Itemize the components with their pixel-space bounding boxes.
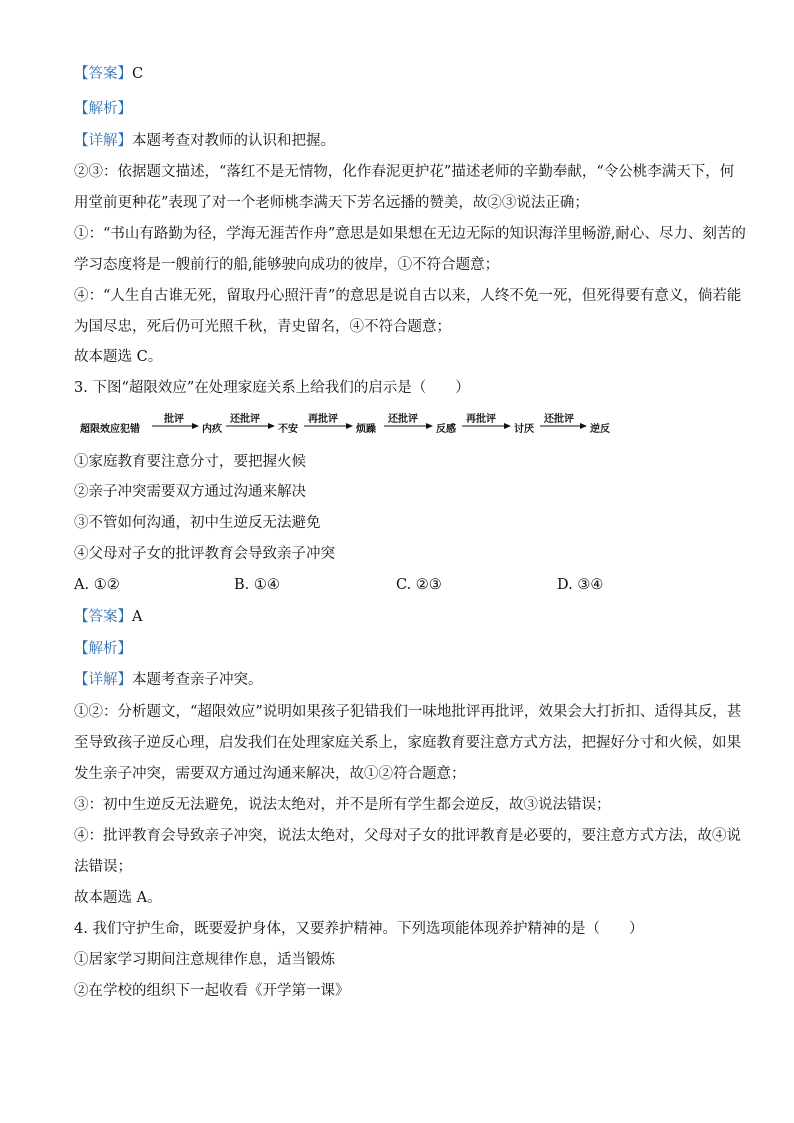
answer-tag: 【答案】 [74, 609, 132, 625]
q3-item-1: ①家庭教育要注意分寸，要把握火候 [74, 454, 306, 470]
q3-options [74, 575, 724, 595]
flow-node-1: 内疚 [202, 424, 222, 435]
q2-analysis-tag [74, 99, 724, 119]
flow-node-2: 不安 [278, 424, 298, 435]
q3-paragraph-1-line-2: 至导致孩子逆反心理，启发我们在处理家庭关系上，家庭教育要注意方式方法，把握好分寸和火候，如果 [74, 735, 741, 751]
overlimit-effect-flowchart [80, 411, 620, 437]
q3-paragraph-2-line-1: ③：初中生逆反无法避免，说法太绝对，并不是所有学生都会逆反，故③说法错误； [74, 797, 611, 813]
flow-arrow-label-3: 还批评 [388, 414, 418, 425]
option-c[interactable]: C. ②③ [396, 577, 442, 593]
q3-analysis-tag [74, 639, 724, 659]
q4-stem: 4. 我们守护生命，既要爱护身体，又要养护精神。下列选项能体现养护精神的是（ ） [74, 921, 644, 937]
answer-value: A [132, 609, 143, 625]
q2-conclusion: 故本题选 C。 [74, 349, 163, 365]
flow-node-5: 讨厌 [514, 424, 534, 435]
option-b[interactable]: B. ①④ [234, 577, 280, 593]
q3-paragraph-3-line-1: ④：批评教育会导致亲子冲突，说法太绝对，父母对子女的批评教育是必要的，要注意方式方法，故④说 [74, 828, 741, 844]
q3-item-4: ④父母对子女的批评教育会导致亲子冲突 [74, 546, 335, 562]
q4-item-2: ②在学校的组织下一起收看《开学第一课》 [74, 983, 350, 999]
q3-item-3: ③不管如何沟通，初中生逆反无法避免 [74, 515, 321, 531]
flow-node-3: 烦躁 [356, 424, 376, 435]
q3-answer [74, 607, 724, 627]
q2-paragraph-1-line-1: ②③：依据题文描述，“落红不是无情物，化作春泥更护花”描述老师的辛勤奉献，“令公桃李满天下，何 [74, 164, 735, 180]
q2-paragraph-2-line-2: 学习态度将是一艘前行的船,能够驶向成功的彼岸，①不符合题意； [74, 257, 500, 273]
flowchart-svg [80, 411, 620, 437]
flow-arrow-label-5: 还批评 [544, 414, 574, 425]
detail-tag: 【详解】 [74, 672, 132, 688]
q2-paragraph-3-line-2: 为国尽忠，死后仍可光照千秋，青史留名，④不符合题意； [74, 319, 451, 335]
q3-paragraph-3-line-2: 法错误； [74, 859, 132, 875]
q4-item-1: ①居家学习期间注意规律作息，适当锻炼 [74, 952, 335, 968]
flow-node-6: 逆反 [590, 424, 610, 435]
detail-tag: 【详解】 [74, 133, 132, 149]
q2-paragraph-3-line-1: ④：“人生自古谁无死，留取丹心照汗青”的意思是说自古以来，人终不免一死，但死得要有意义，倘若能 [74, 288, 742, 304]
q2-paragraph-1-line-2: 用堂前更种花”表现了对一个老师桃李满天下芳名远播的赞美，故②③说法正确； [74, 195, 589, 211]
flow-arrow-label-4: 再批评 [466, 414, 496, 425]
flow-arrow-label-2: 再批评 [308, 414, 338, 425]
analysis-tag: 【解析】 [74, 101, 132, 117]
option-d[interactable]: D. ③④ [557, 577, 604, 593]
detail-intro: 本题考查亲子冲突。 [132, 672, 263, 688]
q3-stem: 3. 下图“超限效应”在处理家庭关系上给我们的启示是（ ） [74, 380, 470, 396]
q3-paragraph-1-line-3: 发生亲子冲突，需要双方通过沟通来解决，故①②符合题意； [74, 766, 466, 782]
answer-tag: 【答案】 [74, 66, 132, 82]
q3-item-2: ②亲子冲突需要双方通过沟通来解决 [74, 484, 306, 500]
q2-answer [74, 64, 724, 84]
q3-detail [74, 670, 724, 690]
analysis-tag: 【解析】 [74, 641, 132, 657]
q2-paragraph-2-line-1: ①：“书山有路勤为径，学海无涯苦作舟”意思是如果想在无边无际的知识海洋里畅游,耐心、尽力、刻苦的 [74, 226, 746, 242]
detail-intro: 本题考查对教师的认识和把握。 [132, 133, 335, 149]
q3-paragraph-1-line-1: ①②：分析题文，“超限效应”说明如果孩子犯错我们一味地批评再批评，效果会大打折扣、适得其反，甚 [74, 704, 742, 720]
answer-value: C [132, 66, 144, 82]
flow-node-0: 超限效应犯错 [80, 424, 140, 435]
option-a[interactable]: A. ①② [74, 577, 120, 593]
q3-conclusion: 故本题选 A。 [74, 890, 162, 906]
q2-detail [74, 131, 724, 151]
flow-node-4: 反感 [436, 424, 456, 435]
flow-arrow-label-0: 批评 [164, 414, 184, 425]
flow-arrow-label-1: 还批评 [230, 414, 260, 425]
